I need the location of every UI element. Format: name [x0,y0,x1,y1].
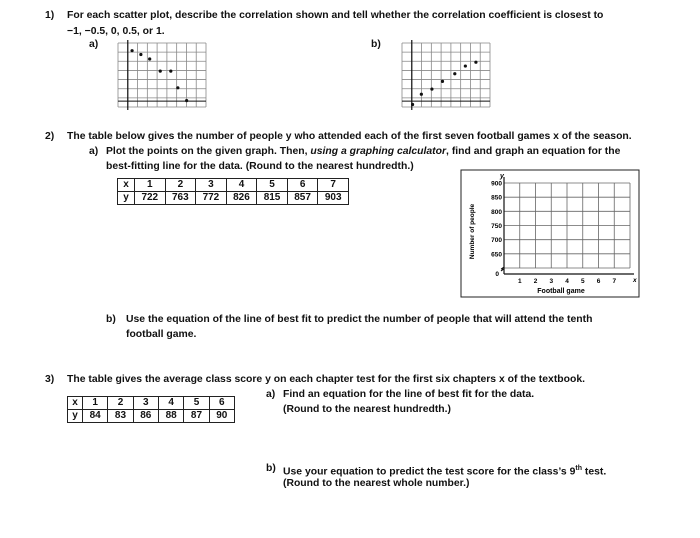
table-cell: 3 [196,179,227,192]
table-cell: 6 [209,397,234,410]
x-tick-label: 7 [612,278,617,285]
q1-text-line2: −1, −0.5, 0, 0.5, or 1. [67,26,165,37]
q3-part-a-line2: (Round to the nearest hundredth.) [283,404,451,415]
q3-part-b-line1 [283,462,606,478]
scatter-point [185,99,188,102]
table-cell: 84 [83,410,108,423]
x-axis-title: Football game [537,288,585,295]
q2-blank-graph [461,170,639,297]
origin-label: 0 [495,271,499,278]
table-cell: 86 [133,410,158,423]
table-cell: 1 [135,179,166,192]
q3-intro: The table gives the average class score y on each chapter test for the first six chapters x of the textbook. [67,374,585,385]
q2-table-y-header: y [118,192,135,205]
q3-table-row-x [68,397,235,410]
q3-table-y-header: y [68,410,83,423]
table-cell: 763 [165,192,196,205]
y-axis-letter: y [500,173,504,180]
table-cell: 4 [226,179,257,192]
scatter-point [453,72,456,75]
y-tick-label: 900 [491,180,502,188]
table-cell: 857 [287,192,318,205]
scatter-point [420,93,423,96]
table-cell: 4 [158,397,183,410]
table-cell: 772 [196,192,227,205]
scatter-point [139,53,142,56]
scatter-point [130,49,133,52]
table-cell: 5 [257,179,288,192]
scatter-point [430,87,433,90]
table-cell: 5 [184,397,209,410]
table-cell: 3 [133,397,158,410]
scatter-point [148,57,151,60]
q2-number: 2) [45,131,55,142]
q3-table-row-y [68,410,235,423]
q2-part-a-line1-post: , find and graph an equation for the [446,146,621,157]
x-tick-label: 5 [580,278,585,285]
scatter-point [411,103,414,106]
x-tick-label: 4 [565,278,569,285]
q2-part-b-line1: Use the equation of the line of best fit to predict the number of people that will attend the tenth [126,314,593,325]
q2-part-a-label: a) [89,146,99,157]
y-tick-label: 750 [491,223,502,230]
q1-part-b-label: b) [371,39,381,50]
table-cell: 87 [184,410,209,423]
x-tick-label: 3 [549,278,554,285]
q2-part-a-line1 [106,145,620,158]
q1-number: 1) [45,10,55,21]
q2-table-row-x [118,179,349,192]
scatter-point [176,86,179,89]
q3-part-b-line1-pre: Use your equation to predict the test score for the class’s 9 [283,466,576,478]
scatter-point [464,64,467,67]
y-axis-title: Number of people [469,203,476,260]
scatter-point [474,61,477,64]
q3-part-b-label: b) [266,463,276,474]
table-cell: 903 [318,192,349,205]
table-cell: 83 [108,410,133,423]
q1-scatter-plot-a [112,39,212,119]
q2-data-table [117,178,349,205]
q2-part-b-line2: football game. [126,329,197,340]
q1-text-line1: For each scatter plot, describe the correlation shown and tell whether the correlation coefficient is closest to [67,10,604,21]
table-cell: 722 [135,192,166,205]
q3-number: 3) [45,374,55,385]
q1-scatter-plot-b [396,39,496,119]
table-cell: 7 [318,179,349,192]
q2-table-row-y [118,192,349,205]
scatter-grid [402,43,490,107]
q1-part-a-label: a) [89,39,99,50]
q3-data-table [67,396,235,423]
scatter-point [441,80,444,83]
q2-table-x-header: x [118,179,135,192]
q3-part-b-line2: (Round to the nearest whole number.) [283,478,470,489]
q3-part-b-sup: th [575,465,582,472]
table-cell: 2 [108,397,133,410]
table-cell: 2 [165,179,196,192]
y-tick-label: 800 [491,208,502,216]
x-axis-letter: x [633,277,637,284]
table-cell: 1 [83,397,108,410]
scatter-point [159,70,162,73]
table-cell: 88 [158,410,183,423]
x-tick-label: 1 [517,278,522,285]
q3-part-a-label: a) [266,389,276,400]
q2-part-a-line1-pre: Plot the points on the given graph. Then, [106,146,311,157]
table-cell: 6 [287,179,318,192]
scatter-point [169,70,172,73]
scatter-grid [118,43,206,107]
q2-intro: The table below gives the number of people y who attended each of the first seven football games x of the season. [67,131,632,142]
x-tick-label: 6 [596,278,601,285]
x-tick-label: 2 [533,278,538,285]
table-cell: 826 [226,192,257,205]
q3-part-b-line1-post: test. [581,466,607,478]
y-tick-label: 650 [491,251,502,259]
y-tick-label: 850 [491,194,502,202]
q2-part-a-line2: best-fitting line for the data. (Round to the nearest hundredth.) [106,161,414,172]
table-cell: 815 [257,192,288,205]
q3-part-a-line1: Find an equation for the line of best fit for the data. [283,389,535,400]
y-tick-label: 700 [491,237,502,245]
q3-table-x-header: x [68,397,83,410]
q2-part-b-label: b) [106,314,116,325]
q2-part-a-line1-italic: using a graphing calculator [310,146,447,157]
table-cell: 90 [209,410,234,423]
